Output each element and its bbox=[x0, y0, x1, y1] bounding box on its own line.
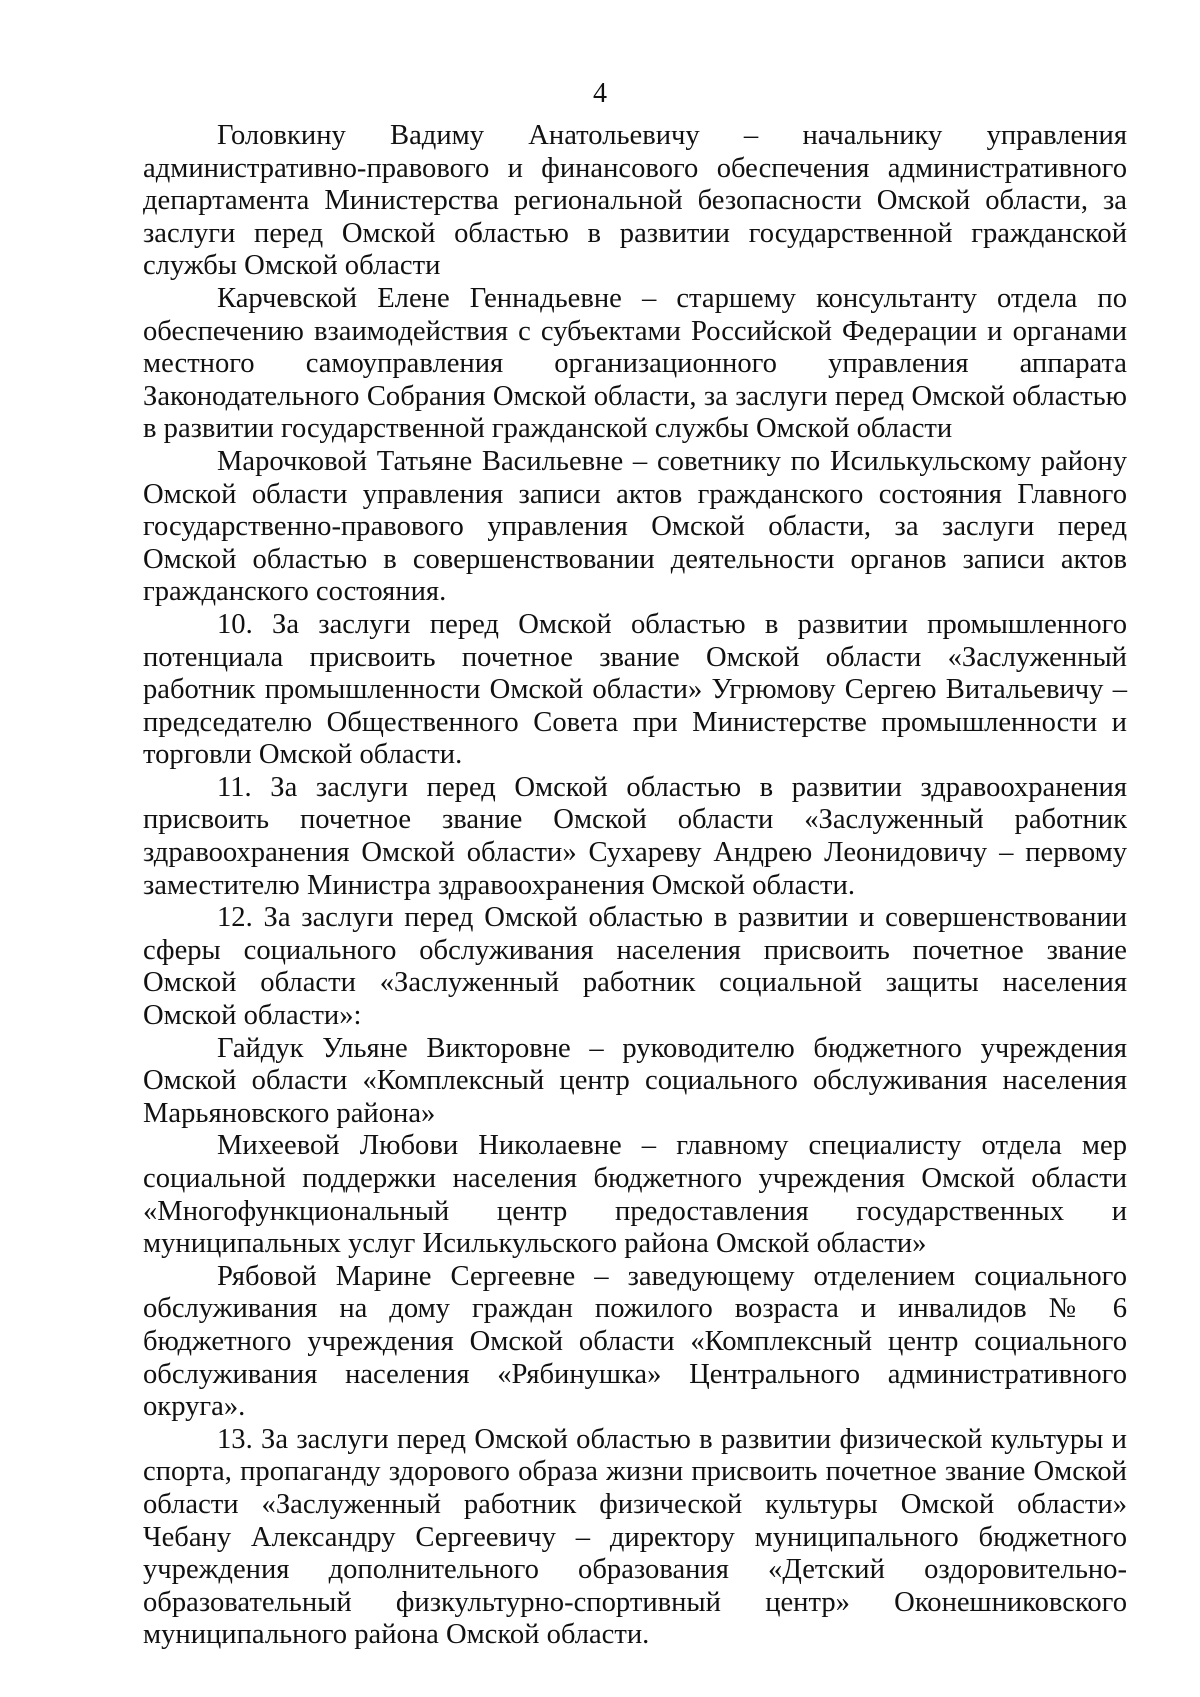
paragraph-ryabova: Рябовой Марине Сергеевне – заведующему отделением социального обслуживания на дому граждан пожилого возраста и инвалидов № 6 бюджетного учреждения Омской области «Комплексный центр социального обслуживания населения «Рябинушка» Центрального административного округа». bbox=[143, 1260, 1127, 1423]
paragraph-gaiduk: Гайдук Ульяне Викторовне – руководителю бюджетного учреждения Омской области «Комплексный центр социального обслуживания населения Марьяновского района» bbox=[143, 1032, 1127, 1129]
paragraph-item-12: 12. За заслуги перед Омской областью в развитии и совершенствовании сферы социального обслуживания населения присвоить почетное звание Омской области «Заслуженный работник социальной защиты населения Омской области»: bbox=[143, 902, 1127, 1032]
page-number: 4 bbox=[593, 78, 607, 109]
paragraph-item-10: 10. За заслуги перед Омской областью в развитии промышленного потенциала присвоить почетное звание Омской области «Заслуженный работник промышленности Омской области» Угрюмову Сергею Витальевичу – председателю Общественного Совета при Министерстве промышленности и торговли Омской области. bbox=[143, 608, 1127, 771]
paragraph-golovkin: Головкину Вадиму Анатольевичу – начальнику управления административно-правового и финансового обеспечения административного департамента Министерства региональной безопасности Омской области, за заслуги перед Омской областью в развитии государственной гражданской службы Омской области bbox=[143, 120, 1127, 282]
paragraph-karchevskaya: Карчевской Елене Геннадьевне – старшему консультанту отдела по обеспечению взаимодействия с субъектами Российской Федерации и органами местного самоуправления организационного управления аппарата Законодательного Собрания Омской области, за заслуги перед Омской областью в развитии государственной гражданской службы Омской области bbox=[143, 282, 1127, 445]
paragraph-mikheeva: Михеевой Любови Николаевне – главному специалисту отдела мер социальной поддержки населения бюджетного учреждения Омской области «Многофункциональный центр предоставления государственных и муниципальных услуг Исилькульского района Омской области» bbox=[143, 1130, 1127, 1260]
paragraph-marochkova: Марочковой Татьяне Васильевне – советнику по Исилькульскому району Омской области управления записи актов гражданского состояния Главного государственно-правового управления Омской области, за заслуги перед Омской областью в совершенствовании деятельности органов записи актов гражданского состояния. bbox=[143, 445, 1127, 608]
paragraph-item-11: 11. За заслуги перед Омской областью в развитии здравоохранения присвоить почетное звание Омской области «Заслуженный работник здравоохранения Омской области» Сухареву Андрею Леонидовичу – первому заместителю Министра здравоохранения Омской области. bbox=[143, 771, 1127, 901]
document-body bbox=[143, 120, 1127, 1652]
paragraph-item-13: 13. За заслуги перед Омской областью в развитии физической культуры и спорта, пропаганду здорового образа жизни присвоить почетное звание Омской области «Заслуженный работник физической культуры Омской области» Чебану Александру Сергеевичу – директору муниципального бюджетного учреждения дополнительного образования «Детский оздоровительно-образовательный физкультурно-спортивный центр» Оконешниковского муниципального района Омской области. bbox=[143, 1423, 1127, 1651]
